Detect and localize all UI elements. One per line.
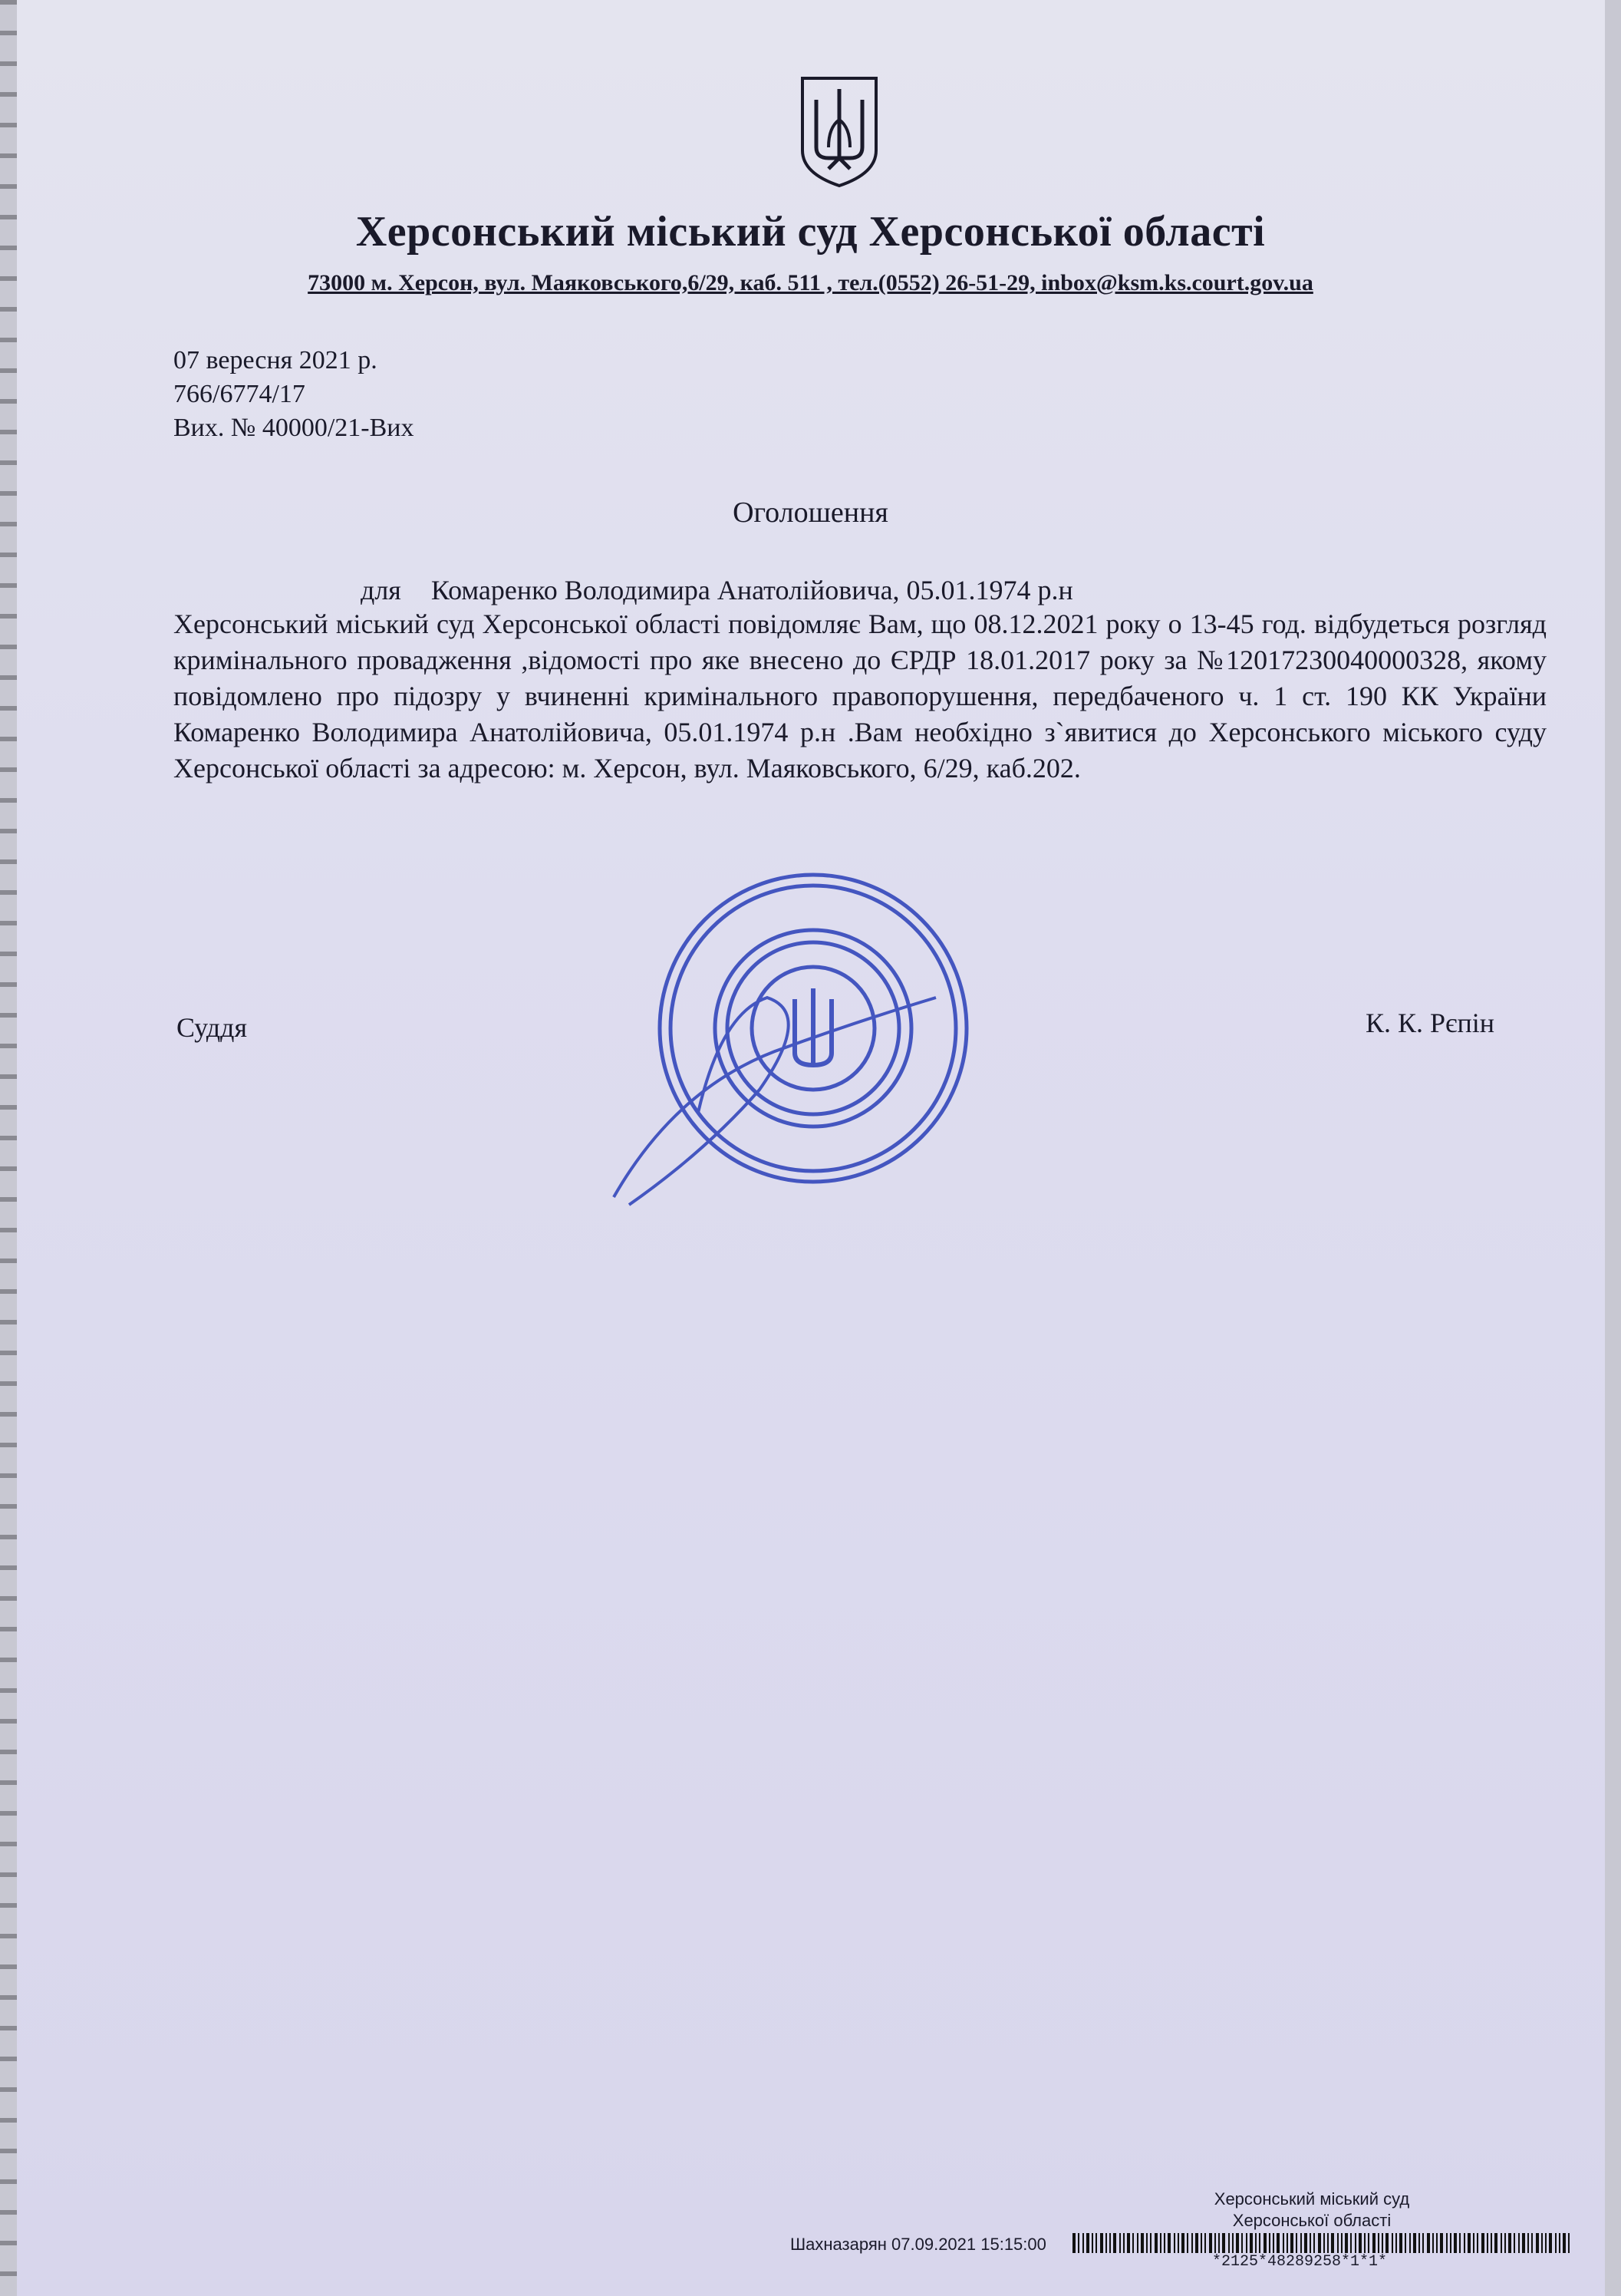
barcode-bar (1105, 2233, 1107, 2253)
barcode-bar (1331, 2233, 1334, 2253)
barcode-bar (1364, 2233, 1366, 2253)
barcode-bar (1155, 2233, 1158, 2253)
barcode-bar (1283, 2233, 1284, 2253)
footer-org-line2: Херсонської області (1232, 2211, 1392, 2230)
barcode-bar (1201, 2233, 1202, 2253)
signature-name: К. К. Рєпін (1366, 1008, 1495, 1038)
barcode-bar (1481, 2233, 1484, 2253)
barcode-bar (1119, 2233, 1121, 2253)
barcode-bar (1514, 2233, 1515, 2253)
barcode-bar (1146, 2233, 1148, 2253)
barcode-bar (1399, 2233, 1402, 2253)
barcode-bar (1150, 2233, 1152, 2253)
barcode-bar (1100, 2233, 1103, 2253)
barcode-bar (1318, 2233, 1321, 2253)
barcode-bar (1127, 2233, 1130, 2253)
signature-role: Суддя (176, 1012, 248, 1043)
barcode-bar (1222, 2233, 1225, 2253)
barcode-bar (1209, 2233, 1212, 2253)
barcode-bar (1385, 2233, 1389, 2253)
barcode-bar (1450, 2233, 1451, 2253)
barcode-bar (1368, 2233, 1369, 2253)
barcode-bar (1487, 2233, 1488, 2253)
barcode-bar (1255, 2233, 1257, 2253)
barcode-bar (1218, 2233, 1220, 2253)
barcode-bar (1323, 2233, 1325, 2253)
notice-body: Херсонський міський суд Херсонської області повідомляє Вам, що 08.12.2021 року о 13-45 год. відбудеться розгляд кримінального провадження ,відомості про яке внесено до ЄРДР 18.01.2017 року за №12017230040000328, якому повідомлено про підозру у вчиненні кримінального правопорушення, передбаченого ч. 1 ст. 190 КК України Комаренко Володимира Анатолійовича, 05.01.1974 р.н .Вам необхідно з`явитися до Херсонського міського суду Херсонської області за адресою: м. Херсон, вул. Маяковського, 6/29, каб.202. (173, 609, 1547, 783)
clerk-timestamp: Шахназарян 07.09.2021 15:15:00 (790, 2235, 1046, 2254)
footer-org-line1: Херсонський міський суд (1214, 2189, 1410, 2209)
barcode-bar (1195, 2233, 1198, 2253)
barcode-bar (1545, 2233, 1547, 2253)
barcode-bar (1327, 2233, 1329, 2253)
barcode-bar (1228, 2233, 1230, 2253)
barcode-bar (1504, 2233, 1506, 2253)
document-barcode (1072, 2233, 1573, 2253)
barcode-bar (1568, 2233, 1570, 2253)
barcode-bar (1508, 2233, 1511, 2253)
barcode-bar (1531, 2233, 1533, 2253)
barcode-bar (1204, 2233, 1206, 2253)
barcode-bar (1191, 2233, 1193, 2253)
barcode-bar (1468, 2233, 1471, 2253)
barcode-bar (1454, 2233, 1457, 2253)
barcode-bar (1559, 2233, 1560, 2253)
barcode-bar (1269, 2233, 1270, 2253)
barcode-bar (1405, 2233, 1406, 2253)
barcode-bar (1382, 2233, 1383, 2253)
barcode-bar (1300, 2233, 1302, 2253)
barcode-bar (1491, 2233, 1492, 2253)
barcode-bar (1259, 2233, 1260, 2253)
addressee-line (361, 574, 1073, 606)
barcode-bar (1409, 2233, 1411, 2253)
barcode-bar (1078, 2233, 1079, 2253)
barcode-bar (1137, 2233, 1138, 2253)
barcode-bar (1446, 2233, 1448, 2253)
notice-title: Оголошення (733, 496, 888, 529)
document-date: 07 вересня 2021 р. (173, 346, 377, 374)
barcode-bar (1109, 2233, 1111, 2253)
barcode-bar (1178, 2233, 1179, 2253)
barcode-bar (1522, 2233, 1525, 2253)
barcode-bar (1164, 2233, 1165, 2253)
barcode-bar (1264, 2233, 1267, 2253)
barcode-bar (1092, 2233, 1093, 2253)
barcode-bar (1123, 2233, 1125, 2253)
barcode-bar (1313, 2233, 1315, 2253)
barcode-bar (1141, 2233, 1144, 2253)
barcode-bar (1440, 2233, 1443, 2253)
barcode-bar (1501, 2233, 1502, 2253)
barcode-bar (1541, 2233, 1543, 2253)
barcode-bar (1181, 2233, 1184, 2253)
barcode-bar (1072, 2233, 1076, 2253)
barcode-bar (1378, 2233, 1379, 2253)
barcode-bar (1168, 2233, 1171, 2253)
barcode-bar (1494, 2233, 1497, 2253)
barcode-number: *2125*48289258*1*1* (1212, 2253, 1388, 2271)
addressee-name: Комаренко Володимира Анатолійовича, 05.01.1974 р.н (430, 575, 1073, 605)
barcode-bar (1095, 2233, 1097, 2253)
trident-emblem-icon (798, 74, 881, 189)
barcode-bar (1290, 2233, 1293, 2253)
barcode-bar (1350, 2233, 1352, 2253)
barcode-bar (1355, 2233, 1356, 2253)
addressee-prefix: для (361, 575, 401, 605)
barcode-bar (1345, 2233, 1348, 2253)
barcode-bar (1473, 2233, 1474, 2253)
barcode-bar (1277, 2233, 1280, 2253)
barcode-bar (1250, 2233, 1253, 2253)
outgoing-number: Вих. № 40000/21-Вих (173, 414, 414, 442)
barcode-bar (1418, 2233, 1420, 2253)
barcode-bar (1246, 2233, 1247, 2253)
barcode-bar (1459, 2233, 1461, 2253)
barcode-bar (1160, 2233, 1161, 2253)
barcode-bar (1273, 2233, 1274, 2253)
barcode-bar (1086, 2233, 1089, 2253)
barcode-bar (1518, 2233, 1520, 2253)
barcode-bar (1549, 2233, 1552, 2253)
barcode-bar (1341, 2233, 1343, 2253)
footer-organization (1181, 2189, 1442, 2232)
barcode-bar (1296, 2233, 1297, 2253)
barcode-bar (1287, 2233, 1288, 2253)
barcode-bar (1395, 2233, 1397, 2253)
barcode-bar (1432, 2233, 1434, 2253)
barcode-bar (1563, 2233, 1566, 2253)
document-meta (173, 344, 413, 445)
barcode-bar (1241, 2233, 1243, 2253)
barcode-bar (1304, 2233, 1307, 2253)
barcode-bar (1413, 2233, 1416, 2253)
barcode-bar (1422, 2233, 1424, 2253)
barcode-bar (1359, 2233, 1362, 2253)
barcode-bar (1113, 2233, 1116, 2253)
barcode-bar (1555, 2233, 1557, 2253)
case-number: 766/6774/17 (173, 380, 305, 408)
barcode-bar (1372, 2233, 1376, 2253)
court-seal-stamp (583, 859, 982, 1228)
barcode-bar (1174, 2233, 1175, 2253)
barcode-bar (1214, 2233, 1216, 2253)
court-address: 73000 м. Херсон, вул. Маяковського,6/29, каб. 511 , тел.(0552) 26-51-29, inbox@ksm.ks.court.gov.ua (308, 270, 1313, 295)
barcode-bar (1527, 2233, 1529, 2253)
barcode-bar (1392, 2233, 1393, 2253)
barcode-bar (1427, 2233, 1430, 2253)
barcode-bar (1187, 2233, 1188, 2253)
barcode-bar (1536, 2233, 1539, 2253)
barcode-bar (1132, 2233, 1134, 2253)
barcode-bar (1310, 2233, 1311, 2253)
barcode-bar (1464, 2233, 1465, 2253)
court-name: Херсонський міський суд Херсонської області (355, 208, 1266, 256)
barcode-bar (1477, 2233, 1478, 2253)
paper-perforation (0, 0, 17, 2296)
barcode-bar (1232, 2233, 1234, 2253)
barcode-bar (1236, 2233, 1239, 2253)
barcode-bar (1082, 2233, 1084, 2253)
barcode-bar (1436, 2233, 1438, 2253)
barcode-bar (1337, 2233, 1339, 2253)
